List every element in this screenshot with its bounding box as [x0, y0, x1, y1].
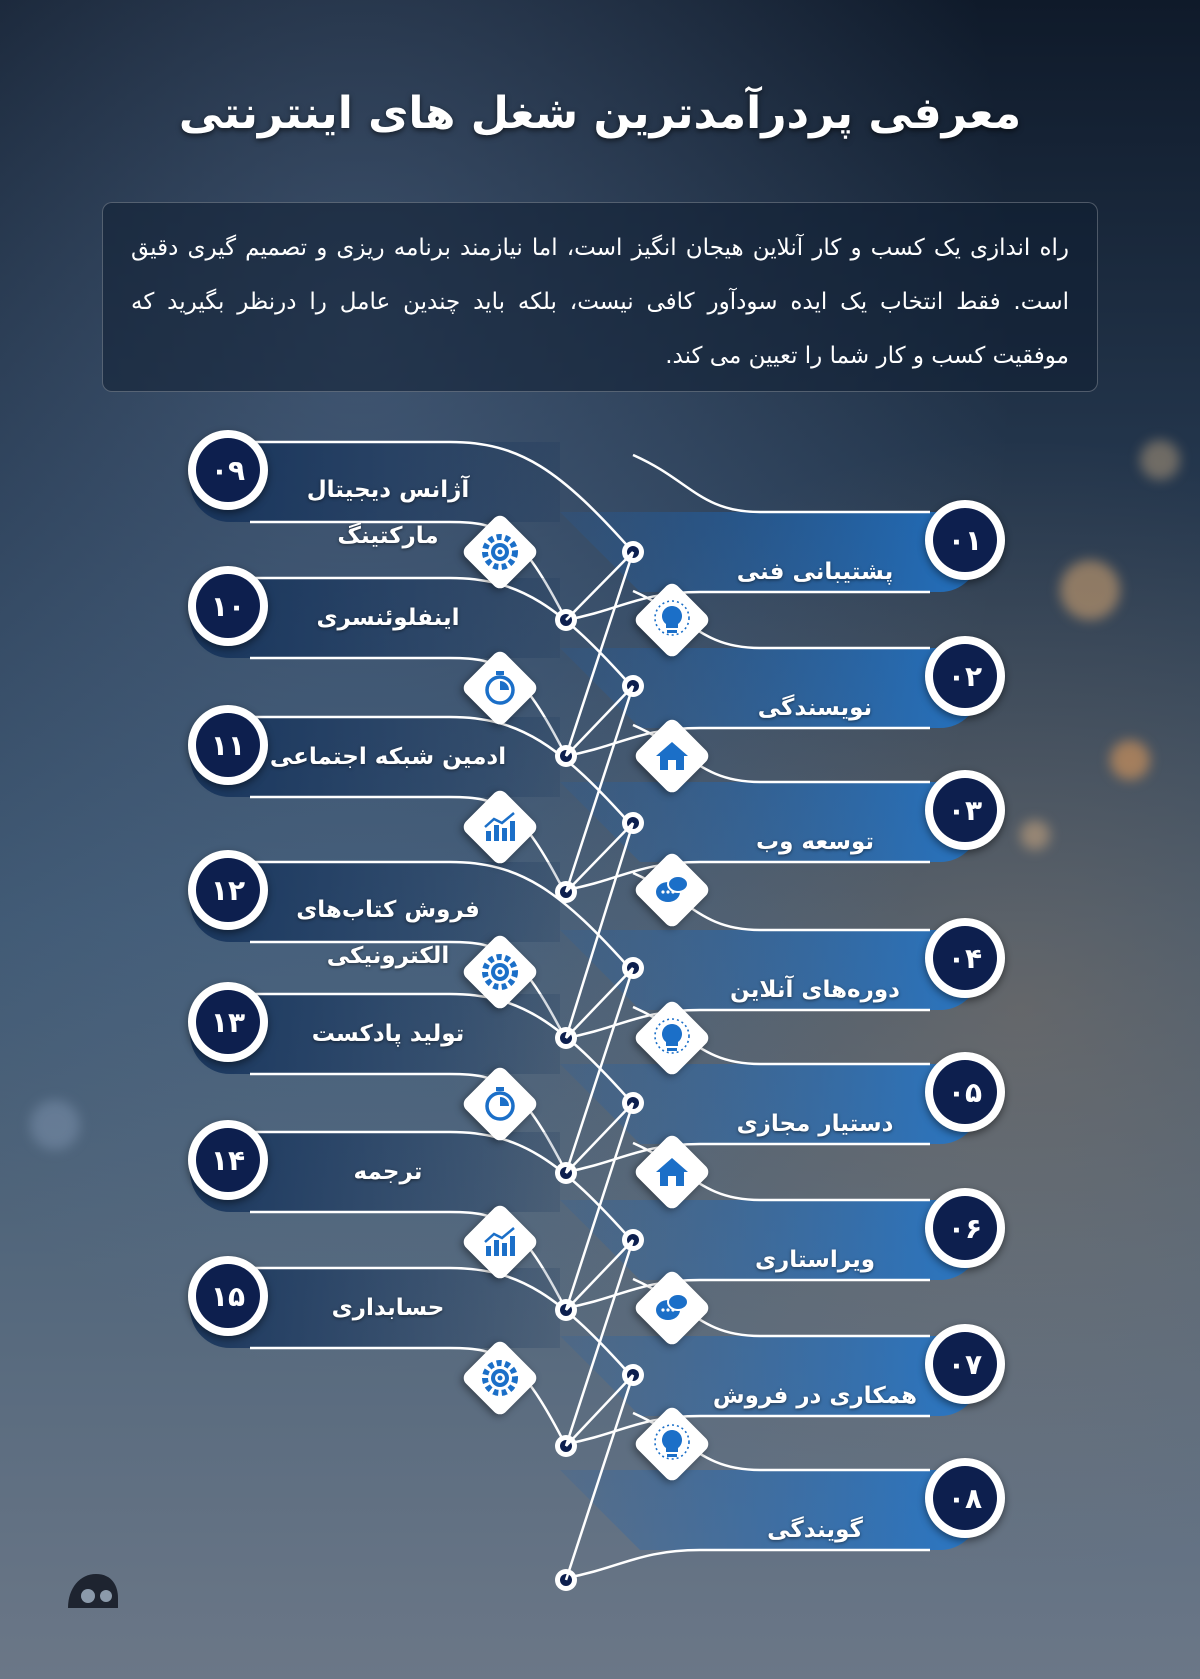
step-3-circle-number: ۰۳ — [933, 778, 997, 842]
step-4-circle-number: ۰۴ — [933, 926, 997, 990]
brand-logo-icon — [62, 1568, 122, 1612]
step-14-circle — [188, 1120, 268, 1200]
step-7-circle-number: ۰۷ — [933, 1332, 997, 1396]
stopwatch-icon — [466, 654, 534, 722]
step-10-label: اینفلوئنسری — [316, 605, 460, 631]
page-title: معرفی پردرآمدترین شغل های اینترنتی — [178, 88, 1022, 139]
gear-icon — [466, 1344, 534, 1412]
step-12-circle-number: ۱۲ — [196, 858, 260, 922]
step-14-label: ترجمه — [353, 1159, 423, 1185]
step-8-circle-number: ۰۸ — [933, 1466, 997, 1530]
home-icon — [638, 1138, 706, 1206]
gear-icon — [466, 518, 534, 586]
connector-line — [566, 1416, 930, 1444]
stopwatch-icon — [466, 1070, 534, 1138]
step-11-circle-number: ۱۱ — [196, 713, 260, 777]
connector-line — [633, 455, 930, 512]
home-icon — [638, 722, 706, 790]
step-9-circle — [188, 430, 268, 510]
step-5-label: دستیار مجازی — [736, 1111, 894, 1137]
step-8-label: گویندگی — [767, 1517, 863, 1543]
lightbulb-icon — [638, 1004, 706, 1072]
step-6-circle-number: ۰۶ — [933, 1196, 997, 1260]
connector-line — [566, 1550, 930, 1578]
step-3-label: توسعه وب — [755, 829, 875, 855]
step-15-circle-number: ۱۵ — [196, 1264, 260, 1328]
step-9-circle-number: ۰۹ — [196, 438, 260, 502]
intro-paragraph: راه اندازی یک کسب و کار آنلاین هیجان انگیز است، اما نیازمند برنامه ریزی و تصمیم گیری دقیق است. فقط انتخاب یک ایده سودآور کافی نیست، بلکه باید چندین عامل را درنظر بگیرید که موفقیت کسب و کار شما را تعیین می کند. — [102, 202, 1098, 392]
gear-icon — [466, 938, 534, 1006]
step-2-circle-number: ۰۲ — [933, 644, 997, 708]
step-1-label: پشتیبانی فنی — [736, 559, 894, 585]
step-14-circle-number: ۱۴ — [196, 1128, 260, 1192]
connector-line — [566, 728, 930, 756]
lightbulb-icon — [638, 1410, 706, 1478]
connector-line — [566, 592, 930, 620]
step-13-label: تولید پادکست — [311, 1021, 465, 1047]
chart-icon — [466, 1208, 534, 1276]
step-10-circle-number: ۱۰ — [196, 574, 260, 638]
step-13-circle-number: ۱۳ — [196, 990, 260, 1054]
chat-icon — [638, 1274, 706, 1342]
step-11-label: ادمین شبکه اجتماعی — [269, 744, 507, 770]
step-15-circle — [188, 1256, 268, 1336]
lightbulb-icon — [638, 586, 706, 654]
cross-line — [566, 686, 633, 756]
step-7-label: همکاری در فروش — [712, 1383, 918, 1409]
chart-icon — [466, 793, 534, 861]
step-1-circle-number: ۰۱ — [933, 508, 997, 572]
connector-line — [566, 1144, 930, 1172]
step-9-label: آژانس دیجیتال مارکتینگ — [306, 477, 470, 549]
step-5-circle-number: ۰۵ — [933, 1060, 997, 1124]
step-12-circle — [188, 850, 268, 930]
step-12-label: فروش کتاب‌های الکترونیکی — [296, 897, 480, 969]
chat-icon — [638, 856, 706, 924]
step-6-label: ویراستاری — [754, 1247, 876, 1273]
connector-line — [566, 1280, 930, 1308]
step-4-label: دوره‌های آنلاین — [730, 977, 900, 1003]
step-15-label: حسابداری — [331, 1295, 445, 1321]
step-11-circle — [188, 705, 268, 785]
connector-line — [566, 1010, 930, 1038]
step-10-circle — [188, 566, 268, 646]
step-2-label: نویسندگی — [757, 695, 873, 721]
step-13-circle — [188, 982, 268, 1062]
